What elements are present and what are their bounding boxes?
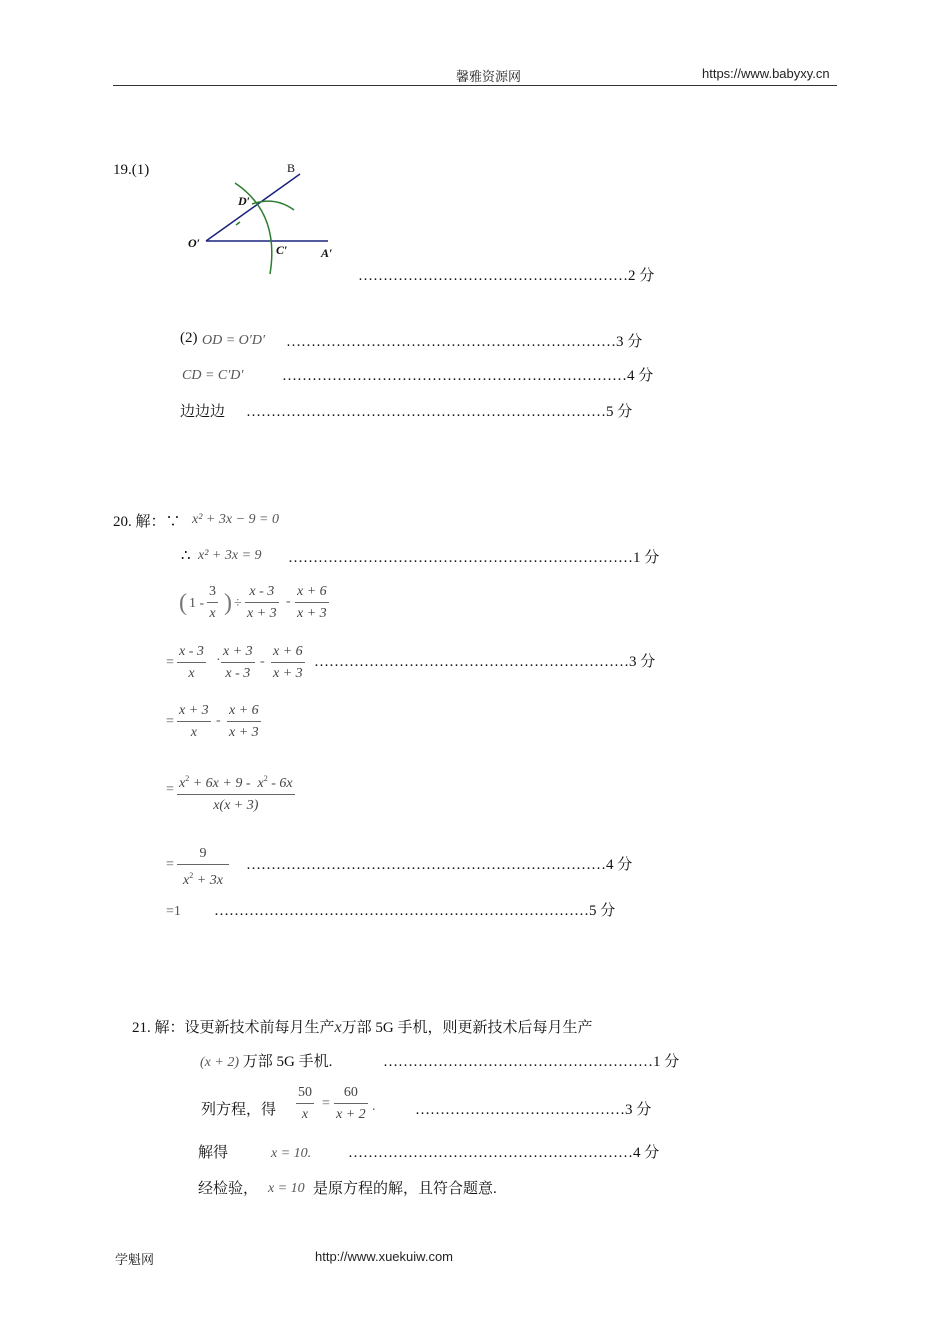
header-url[interactable]: https://www.babyxy.cn — [702, 66, 830, 81]
label-b: B — [287, 161, 296, 175]
eq-sign-4: = — [166, 782, 174, 797]
q21-score-3: ……………………………………3 分 — [415, 1102, 652, 1118]
q19-eq-cd: CD = C′D′ — [182, 368, 244, 383]
frac-x+6-over-x+3: $\frac{x + 6}{x + 3}$ — [297, 584, 327, 621]
frac-3-over-x: $\frac{3}{x}$ — [209, 584, 216, 621]
q21-frac-50-over-x: $\frac{50}{x}$ — [298, 1085, 312, 1122]
q21-solve-label: 解得 — [198, 1145, 229, 1161]
q21-eq-label: 列方程，得 — [201, 1102, 277, 1118]
q21-line2-text: 万部 5G 手机. — [242, 1054, 333, 1070]
frac-x+6-over-x+3-c: $\frac{x + 6}{x + 3}$ — [229, 703, 259, 740]
q21-check-label: 经检验， — [198, 1181, 259, 1197]
op-minus-2: - — [260, 654, 265, 669]
q21-check-text: 是原方程的解，且符合题意. — [313, 1181, 497, 1197]
q20-therefore: ∴ — [181, 548, 191, 564]
q21-score-1: ………………………………………………1 分 — [383, 1054, 680, 1070]
header-rule — [113, 85, 837, 86]
frac-9-over-x2+3x: $\frac{9}{x^2 + 3x}$ — [177, 844, 229, 892]
label-c: C′ — [276, 243, 288, 257]
frac-x+6-over-x+3-b: $\frac{x + 6}{x + 3}$ — [273, 644, 303, 681]
op-dot: · — [216, 653, 221, 668]
paren-right: ) — [224, 590, 232, 616]
q21-line2 — [200, 1050, 332, 1071]
label-o: O′ — [188, 236, 201, 250]
q21-line1b-text: 万部 5G 手机，则更新技术后每月生产 — [341, 1020, 593, 1036]
ray-ob — [206, 174, 300, 241]
q21-line2-expr: (x + 2) — [200, 1055, 239, 1070]
op-minus: - — [286, 594, 291, 609]
footer-url[interactable]: http://www.xuekuiw.com — [315, 1249, 453, 1264]
q19-score-5: ………………………………………………………………5 分 — [246, 404, 633, 420]
q20-score-3: ………………………………………………………3 分 — [314, 654, 656, 670]
q19-eq-od: OD = O′D′ — [202, 333, 266, 348]
q21-score-4: …………………………………………………4 分 — [348, 1145, 660, 1161]
q20-score-5: …………………………………………………………………5 分 — [214, 903, 616, 919]
q19-score-2: ………………………………………………2 分 — [358, 268, 655, 284]
frac-x-3-over-x+3: $\frac{x - 3}{x + 3}$ — [247, 584, 277, 621]
expr-one: 1 - — [189, 596, 205, 611]
q20-score-4: ………………………………………………………………4 分 — [246, 857, 633, 873]
eq-sign-2: = — [166, 655, 174, 670]
header-site-name: 馨雅资源网 — [456, 69, 522, 84]
eq-sign-3: = — [166, 714, 174, 729]
op-minus-3: - — [216, 713, 221, 728]
q21-eq-period: . — [372, 1099, 376, 1114]
q21-check-value: x = 10 — [268, 1181, 305, 1196]
q19-label: 19.(1) — [113, 162, 150, 178]
op-divide: ÷ — [234, 596, 242, 611]
frac-x+3-over-x-3: $\frac{x + 3}{x - 3}$ — [223, 644, 253, 681]
footer-site-name: 学魁网 — [115, 1252, 155, 1267]
q20-label: 20. 解：∵ — [113, 514, 181, 530]
q21-line1-text: 21. 解：设更新技术前每月生产 — [132, 1020, 335, 1036]
q21-line1 — [132, 1016, 592, 1037]
paren-left: ( — [179, 590, 187, 616]
eq-sign-5: = — [166, 857, 174, 872]
q20-given: x² + 3x − 9 = 0 — [192, 512, 279, 527]
q20-score-1: ……………………………………………………………1 分 — [288, 550, 660, 566]
q19-score-4: ……………………………………………………………4 分 — [282, 368, 654, 384]
label-a: A′ — [321, 246, 333, 260]
q19-sss: 边边边 — [180, 404, 226, 420]
q20-result: =1 — [166, 904, 181, 919]
q19-construction-figure — [180, 158, 350, 278]
q20-step1: x² + 3x = 9 — [198, 548, 262, 563]
q19-score-3: …………………………………………………………3 分 — [286, 334, 643, 350]
frac-x+3-over-x: $\frac{x + 3}{x}$ — [179, 703, 209, 740]
q21-eq-sign: = — [322, 1096, 330, 1111]
label-d: D′ — [238, 194, 251, 208]
q21-solve-value: x = 10. — [271, 1146, 312, 1161]
tick-mark — [236, 222, 240, 225]
q21-frac-60-over-x+2: $\frac{60}{x + 2}$ — [336, 1085, 366, 1122]
q21-x-var: x — [334, 1019, 342, 1036]
q19-part2-label: (2) — [180, 330, 198, 346]
frac-expanded: $\frac{x^2 + 6x + 9 - x^2 - 6x}{x(x + 3)}$ — [177, 769, 295, 817]
frac-x-3-over-x: $\frac{x - 3}{x}$ — [179, 644, 204, 681]
